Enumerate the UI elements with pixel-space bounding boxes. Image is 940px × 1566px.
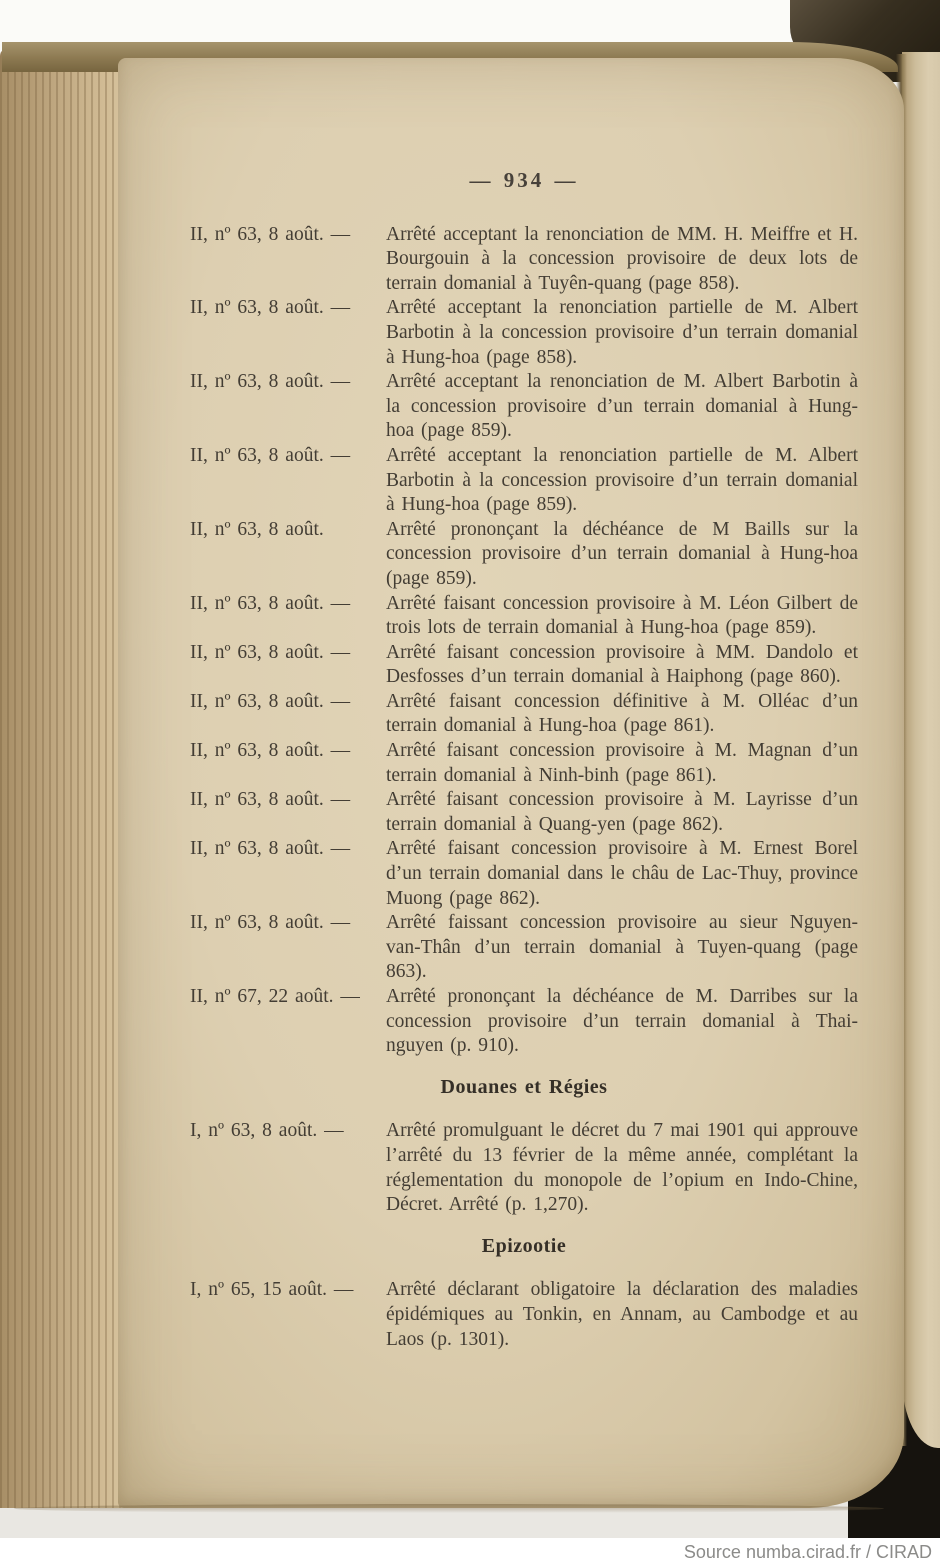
entry-text: Arrêté promulguant le décret du 7 mai 1901 qui approuve l’arrêté du 13 février de la même année, complétant la réglementation du monopole de l’opium en Indo-Chine, Décret. Arrêté (p. 1,270). — [386, 1120, 858, 1216]
index-entry — [190, 1278, 858, 1352]
entry-reference: II, nº 63, 8 août. — — [190, 690, 351, 712]
entry-reference: II, nº 63, 8 août. — — [190, 838, 351, 860]
index-entry — [190, 370, 858, 444]
entry-text: Arrêté acceptant la renonciation partielle de M. Albert Barbotin à la concession provisoire d’un terrain domanial à Hung-hoa (page 859). — [386, 444, 858, 516]
source-label: Source numba.cirad.fr / CIRAD — [683, 1542, 932, 1562]
index-entry — [190, 296, 858, 370]
entry-reference: II, nº 63, 8 août. — — [190, 641, 351, 663]
entry-text: Arrêté déclarant obligatoire la déclaration des maladies épidémiques au Tonkin, en Annam, au Cambodge et au Laos (p. 1301). — [386, 1279, 858, 1350]
entry-text: Arrêté faisant concession provisoire à M. Léon Gilbert de trois lots de terrain domanial à Hung-hoa (page 859). — [386, 592, 858, 639]
entry-text: Arrêté faisant concession définitive à M. Olléac d’un terrain domanial à Hung-hoa (page 861). — [386, 690, 858, 737]
entry-reference: II, nº 63, 8 août. — — [190, 297, 351, 319]
entry-reference: II, nº 67, 22 août. — — [190, 986, 360, 1007]
section-douanes — [190, 1075, 858, 1218]
index-entry — [190, 739, 858, 788]
book-fore-edge-pages — [0, 46, 122, 1508]
entry-reference: II, nº 63, 8 août. — — [190, 444, 351, 466]
entry-text: Arrêté faisant concession provisoire à MM. Dandolo et Desfosses d’un terrain domanial à Haiphong (page 860). — [386, 641, 858, 688]
source-attribution-bar — [0, 1538, 940, 1566]
entry-reference: II, nº 63, 8 août. — — [190, 371, 351, 393]
entry-text: Arrêté acceptant la renonciation de M. Albert Barbotin à la concession provisoire d’un terrain domanial à Hung-hoa (page 859). — [386, 371, 858, 442]
index-entry — [190, 837, 858, 911]
entry-reference: II, nº 63, 8 août. — — [190, 912, 351, 934]
index-entry — [190, 1119, 858, 1217]
index-entry — [190, 223, 858, 297]
index-entry — [190, 788, 858, 837]
entry-text: Arrêté acceptant la renonciation partielle de M. Albert Barbotin à la concession provisoire d’un terrain domanial à Hung-hoa (page 858). — [386, 297, 858, 368]
index-entry — [190, 592, 858, 641]
index-entry — [190, 690, 858, 739]
entry-text: Arrêté prononçant la déchéance de M Baills sur la concession provisoire d’un terrain domanial à Hung-hoa (page 859). — [386, 518, 858, 589]
entry-reference: II, nº 63, 8 août. — [190, 518, 324, 540]
entry-reference: II, nº 63, 8 août. — — [190, 789, 351, 811]
entry-text: Arrêté prononçant la déchéance de M. Darribes sur la concession provisoire d’un terrain domanial à Thai-nguyen (p. 910). — [386, 986, 858, 1057]
entry-text: Arrêté acceptant la renonciation de MM. H. Meiffre et H. Bourgouin à la concession provisoire de deux lots de terrain domanial à Tuyên-quang (page 858). — [386, 223, 858, 294]
index-entry — [190, 911, 858, 985]
entry-reference: II, nº 63, 8 août. — — [190, 592, 351, 614]
section-heading-epizootie: Epizootie — [481, 1234, 567, 1257]
page-bottom-shadow — [14, 1504, 884, 1513]
entry-reference: I, nº 65, 15 août. — — [190, 1279, 354, 1301]
index-entry — [190, 641, 858, 690]
entry-reference: I, nº 63, 8 août. — — [190, 1120, 344, 1142]
facing-page-sliver — [902, 52, 940, 1448]
page-number: — 934 — — [469, 168, 579, 192]
entry-text: Arrêté faisant concession provisoire à M. Ernest Borel d’un terrain domanial dans le châu de Lac-Thuy, province Muong (page 862). — [386, 838, 858, 909]
entry-text: Arrêté faissant concession provisoire au sieur Nguyen-van-Thân d’un terrain domanial à Tuyen-quang (page 863). — [386, 912, 858, 983]
entry-text: Arrêté faisant concession provisoire à M. Magnan d’un terrain domanial à Ninh-binh (page 861). — [386, 740, 858, 786]
section-concessions — [190, 223, 858, 1059]
entry-reference: II, nº 63, 8 août. — — [190, 223, 351, 245]
page-content — [190, 168, 858, 1352]
entry-reference: II, nº 63, 8 août. — — [190, 740, 351, 762]
entry-text: Arrêté faisant concession provisoire à M. Layrisse d’un terrain domanial à Quang-yen (page 862). — [386, 789, 858, 835]
index-entry — [190, 985, 858, 1059]
section-heading-douanes: Douanes et Régies — [440, 1075, 608, 1098]
index-entry — [190, 444, 858, 518]
index-entry — [190, 518, 858, 592]
section-epizootie — [190, 1234, 858, 1352]
